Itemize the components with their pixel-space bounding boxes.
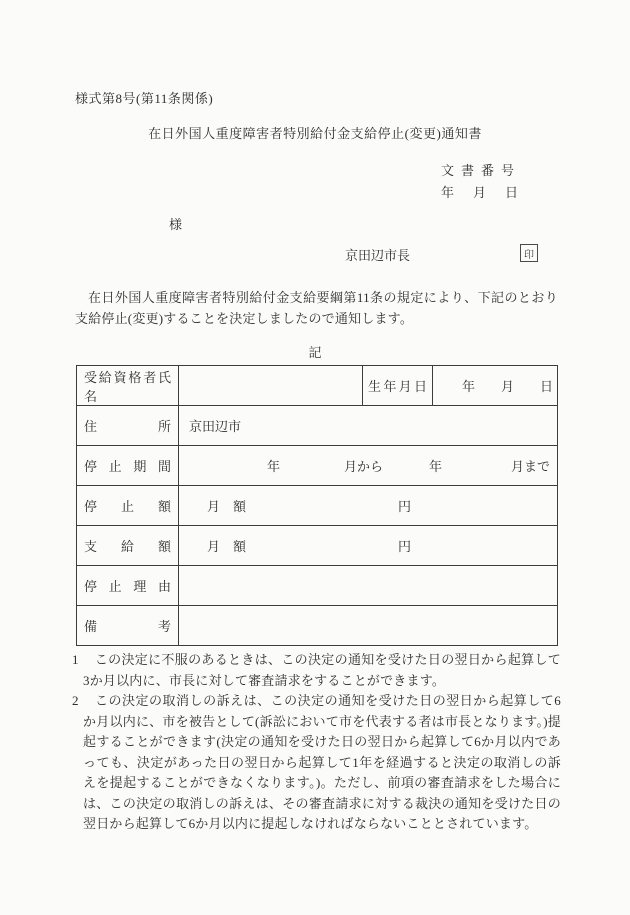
footnote-2-text: この決定の取消しの訴えは、この決定の通知を受けた日の翌日から起算して6か月以内に、市を被告として(訴訟において市を代表する者は市長となります。)提起することができます(決定の通知を受けた日の翌日から起算して6か月以内であっても、決定があった日の翌日から起算して1年を経過すると決定の取消しの訴えを提起することができなくなります。)。ただし、前項の審査請求をした場合には、この決定の取消しの訴えは、その審査請求に対する裁決の通知を受けた日の翌日から起算して6か月以内に提起しなければならないこととされています。: [83, 693, 561, 831]
document-number-label: 文書番号: [441, 163, 522, 178]
footnote-2-number: 2: [72, 693, 79, 708]
document-number-block: [441, 160, 521, 204]
date-line: 年 月 日: [441, 185, 522, 200]
period-field: [179, 446, 558, 486]
footnote-1-number: 1: [72, 652, 79, 667]
name-field: [179, 366, 363, 406]
period-year-to: 年: [429, 459, 443, 474]
period-year-from: 年: [267, 459, 281, 474]
document-title: 在日外国人重度障害者特別給付金支給停止(変更)通知書: [148, 126, 482, 141]
form-number: 様式第8号(第11条関係): [75, 91, 214, 106]
record-marker: 記: [308, 345, 322, 360]
remarks-row-label: 備考: [77, 606, 179, 646]
table-row-name-birthdate: [77, 366, 558, 406]
period-value: [179, 446, 557, 485]
address-row-label: 住所: [77, 406, 179, 446]
suspension-amount-row-label: 停止額: [77, 486, 179, 526]
suspension-amount-value: [179, 486, 557, 525]
period-month-to: 月まで: [511, 459, 551, 474]
reason-field: [179, 566, 558, 606]
table-row-suspension-period: [77, 446, 558, 486]
table-row-remarks: [77, 606, 558, 646]
recipient-honorific: 様: [169, 217, 183, 232]
period-month-from: 月から: [344, 459, 384, 474]
suspension-amount-field: [179, 486, 558, 526]
footnote-1: [72, 650, 561, 691]
body-paragraph: 在日外国人重度障害者特別給付金支給要綱第11条の規定により、下記のとおり支給停止(変更)することを決定しましたので通知します。: [75, 290, 558, 326]
footnote-2: [72, 691, 561, 835]
footnote-1-text: この決定に不服のあるときは、この決定の通知を受けた日の翌日から起算して3か月以内に、市長に対して審査請求をすることができます。: [83, 652, 561, 688]
seal-placeholder: [520, 244, 538, 262]
table-row-suspension-amount: [77, 486, 558, 526]
name-row-label: 受給資格者氏名: [77, 366, 179, 406]
seal-character: 印: [524, 249, 534, 261]
form-table: [76, 365, 558, 646]
address-field: [179, 406, 558, 446]
remarks-field: [179, 606, 558, 646]
footnotes: [72, 650, 561, 835]
yen-unit-label: 円: [398, 539, 412, 554]
issuer-name: 京田辺市長: [345, 248, 411, 263]
payment-amount-value: [179, 526, 557, 565]
address-value: 京田辺市: [189, 419, 242, 434]
table-row-payment-amount: [77, 526, 558, 566]
table-row-suspension-reason: [77, 566, 558, 606]
table-row-address: [77, 406, 558, 446]
reason-row-label: 停止理由: [77, 566, 179, 606]
birthdate-label: 生年月日: [363, 366, 433, 406]
monthly-amount-label: 月 額: [207, 539, 247, 554]
period-row-label: 停止期間: [77, 446, 179, 486]
monthly-amount-label: 月 額: [207, 499, 247, 514]
yen-unit-label: 円: [398, 499, 412, 514]
birthdate-field: 年 月 日: [433, 366, 558, 406]
payment-amount-field: [179, 526, 558, 566]
payment-amount-row-label: 支給額: [77, 526, 179, 566]
